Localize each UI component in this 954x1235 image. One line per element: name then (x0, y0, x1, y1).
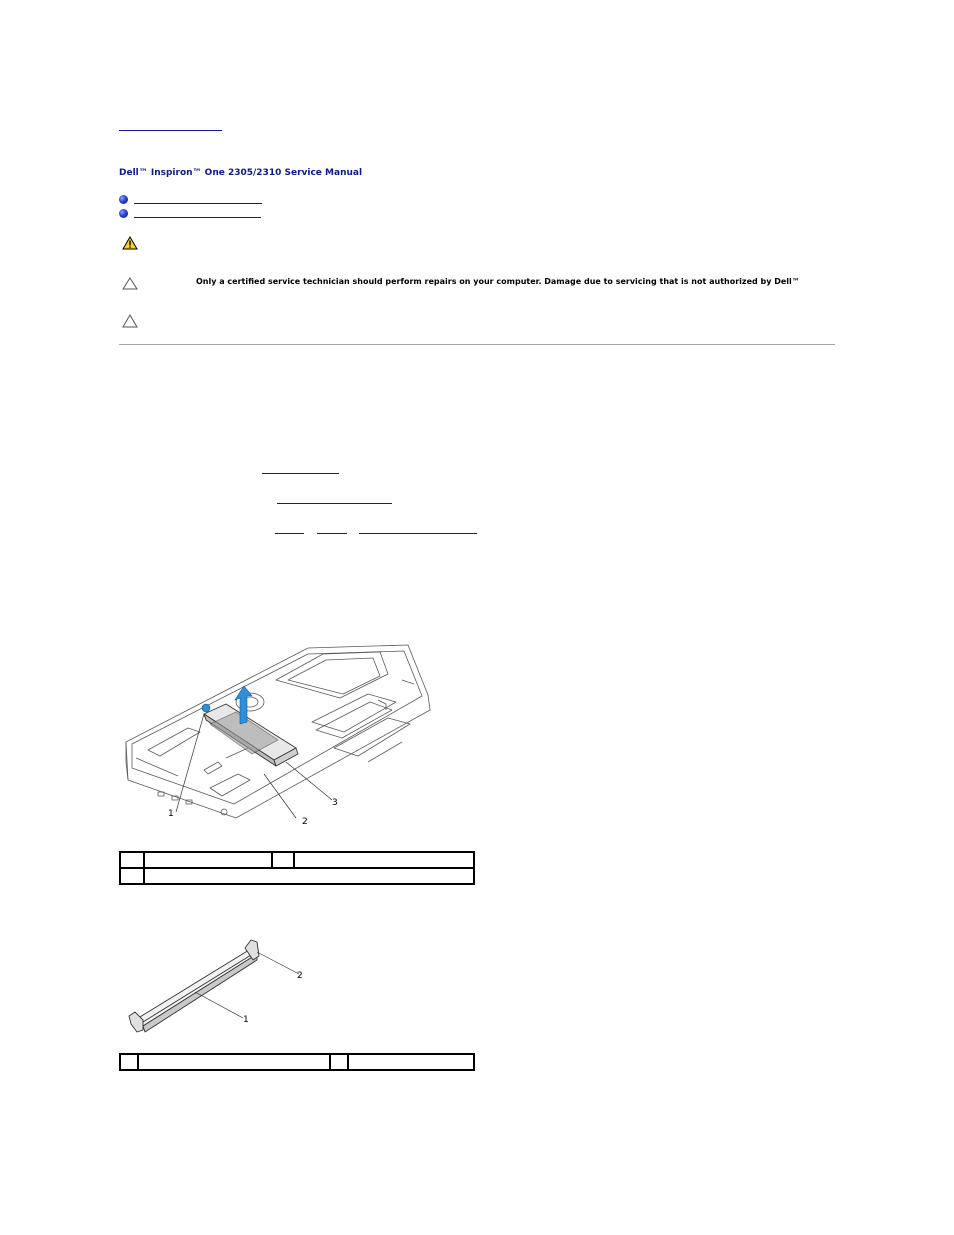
step-link-3b[interactable] (317, 533, 347, 534)
figure1-callout-1: 1 (168, 809, 174, 819)
step-link-3c[interactable] (359, 533, 477, 534)
callout-label-cell (144, 852, 272, 868)
callout-label-cell (348, 1054, 474, 1070)
callout-number-cell (120, 1054, 138, 1070)
toc-link-2[interactable] (134, 217, 261, 218)
figure1-callout-3: 3 (332, 798, 338, 808)
step-link-3a[interactable] (275, 533, 304, 534)
toc-link-1[interactable] (134, 203, 262, 204)
figure1-callout-table (119, 851, 475, 885)
warning-icon (122, 236, 138, 250)
caution-icon (122, 314, 138, 328)
figure1-callout-2: 2 (302, 817, 308, 827)
step-link-1[interactable] (262, 473, 339, 474)
memory-shield-figure (118, 640, 438, 830)
callout-number-cell (120, 868, 144, 884)
callout-label-cell (138, 1054, 330, 1070)
callout-number-cell (272, 852, 294, 868)
figure2-callout-1: 1 (243, 1015, 249, 1025)
figure2-callout-table (119, 1053, 475, 1071)
figure2-callout-2: 2 (297, 971, 303, 981)
callout-number-cell (330, 1054, 348, 1070)
callout-label-cell (294, 852, 474, 868)
manual-title: Dell™ Inspiron™ One 2305/2310 Service Manual (119, 168, 363, 178)
caution-icon (122, 277, 138, 290)
section-divider (119, 344, 835, 345)
callout-number-cell (120, 852, 144, 868)
certified-technician-notice: Only a certified service technician should perform repairs on your computer. Damage due to servicing that is not authorized by Dell™ (196, 277, 800, 286)
memory-connector-figure (125, 938, 325, 1038)
callout-label-cell (144, 868, 474, 884)
step-link-2[interactable] (277, 503, 392, 504)
back-to-contents-link[interactable] (119, 130, 222, 131)
blue-bullet-icon (119, 195, 128, 204)
blue-bullet-icon (119, 209, 128, 218)
